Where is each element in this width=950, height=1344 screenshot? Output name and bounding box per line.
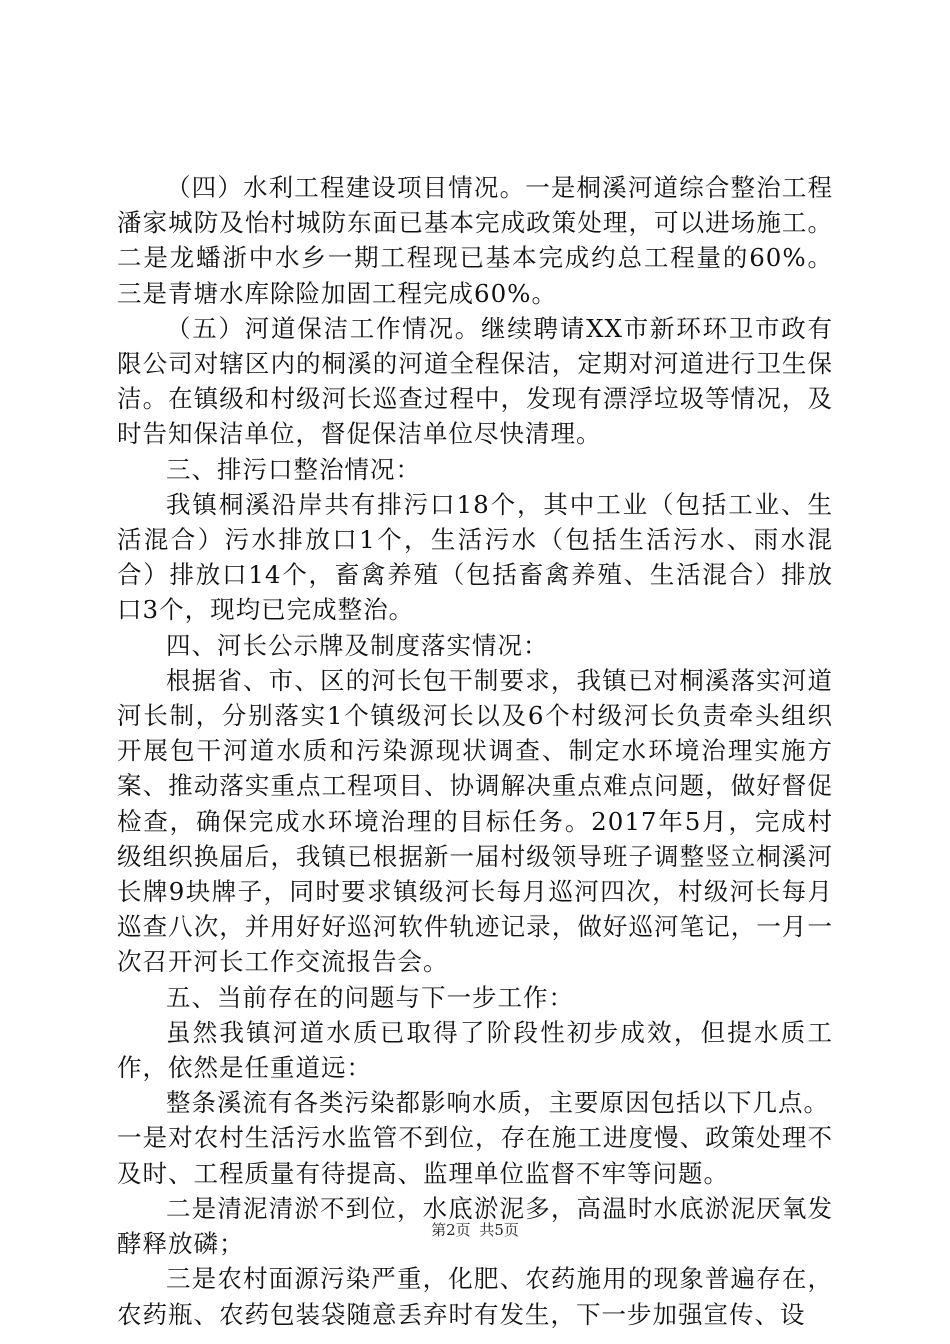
document-body: [117, 170, 833, 1332]
paragraph-river-cleaning: （五）河道保洁工作情况。继续聘请XX市新环环卫市政有限公司对辖区内的桐溪的河道全程保洁，定期对河道进行卫生保洁。在镇级和村级河长巡查过程中，发现有漂浮垃圾等情况，及时告知保洁单位，督促保洁单位尽快清理。: [117, 313, 833, 449]
section-heading-problems: 五、当前存在的问题与下一步工作：: [166, 982, 574, 1012]
page-total: 共5页: [479, 1221, 519, 1239]
paragraph-problem-one: 一是对农村生活污水监管不到位，存在施工进度慢、政策处理不及时、工程质量有待提高、监理单位监督不牢等问题。: [117, 1123, 833, 1188]
section-heading-river-chief: 四、河长公示牌及制度落实情况：: [166, 630, 549, 660]
paragraph-problems-causes: 整条溪流有各类污染都影响水质，主要原因包括以下几点。: [166, 1088, 829, 1118]
paragraph-water-projects: （四）水利工程建设项目情况。一是桐溪河道综合整治工程潘家城防及怡村城防东面已基本完成政策处理，可以进场施工。二是龙蟠浙中水乡一期工程现已基本完成约总工程量的60%。三是青塘水库除险加固工程完成60%。: [117, 173, 833, 308]
paragraph-outfalls: 我镇桐溪沿岸共有排污口18个，其中工业（包括工业、生活混合）污水排放口1个，生活污水（包括生活污水、雨水混合）排放口14个，畜禽养殖（包括畜禽养殖、生活混合）排放口3个，现均已完成整治。: [117, 489, 833, 625]
section-heading-outfalls: 三、排污口整治情况：: [166, 454, 421, 484]
paragraph-river-chief: 根据省、市、区的河长包干制要求，我镇已对桐溪落实河道河长制，分别落实1个镇级河长以及6个村级河长负责牵头组织开展包干河道水质和污染源现状调查、制定水环境治理实施方案、推动落实重点工程项目、协调解决重点难点问题，做好督促检查，确保完成水环境治理的目标任务。2017年5月，完成村级组织换届后，我镇已根据新一届村级领导班子调整竖立桐溪河长牌9块牌子，同时要求镇级河长每月巡河四次，村级河长每月巡查八次，并用好好巡河软件轨迹记录，做好巡河笔记，一月一次召开河长工作交流报告会。: [117, 665, 833, 977]
paragraph-problems-intro: 虽然我镇河道水质已取得了阶段性初步成效，但提水质工作，依然是任重道远：: [117, 1017, 833, 1083]
page-footer: [0, 1220, 950, 1240]
paragraph-problem-three: 三是农村面源污染严重，化肥、农药施用的现象普遍存在，农药瓶、农药包装袋随意丢弃时有发生，下一步加强宣传、设: [117, 1264, 833, 1329]
paragraph-problem-two: 二是清泥清淤不到位，水底淤泥多，高温时水底淤泥厌氧发酵释放磷；: [117, 1193, 833, 1259]
page-number: 第2页: [431, 1221, 471, 1239]
